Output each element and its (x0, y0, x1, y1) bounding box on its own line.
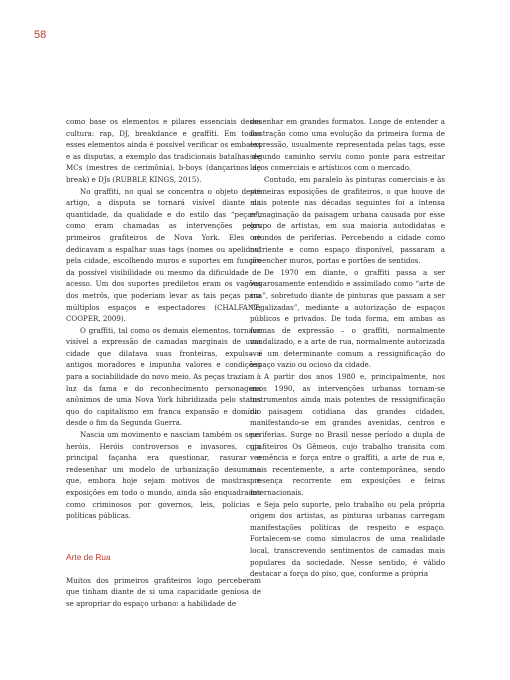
paragraph: O graffiti, tal como os demais elementos, tornava visível a expressão de camadas marginais de uma cidade que dilatava suas fronteiras, expulsava antigos moradores e impunha valores e condições para a sociabilidade do novo meio. As peças traziam à luz da fama e do reconhecimento personagens anônimos de uma Nova York hibridizada pelo status quo do capitalismo em franca expansão e domínio desde o fim da Segunda Guerra. (66, 325, 261, 428)
paragraph: No graffiti, no qual se concentra o objeto deste artigo, a disputa se tornará visível diante da quantidade, da qualidade e do estilo das “peças”, como eram chamadas as intervenções pelos primeiros grafiteiros de Nova York. Eles se dedicavam a espalhar suas tags (nomes ou apelidos) pela cidade, escolhendo muros e suportes em função da possível visibilidade ou mesmo da dificuldade de acesso. Um dos suportes prediletos eram os vagões dos metrôs, que poderiam levar as tais peças para múltiplos espaços e espectadores (CHALFANT; COOPER, 2009). (66, 186, 261, 324)
section-heading: Arte de Rua (66, 551, 111, 562)
paragraph: Seja pelo suporte, pelo trabalho ou pela própria origem dos artistas, as pinturas urbanas carregam manifestações políticas de respeito e espaço. Fortalecem-se como simulacros de uma realidade local, transcrevendo sentimentos de camadas mais populares da sociedade. Nesse sentido, é válido destacar a força do piso, que, conforme a própria (250, 499, 445, 579)
paragraph: De 1970 em diante, o graffiti passa a ser vagarosamente entendido e assimilado como “arte de rua”, sobretudo diante de pinturas que passam a ser “legalizadas”, mediante a autorização de espaços públicos e privados. De toda forma, em ambas as formas de expressão – o graffiti, normalmente vandalizado, e a arte de rua, normalmente autorizada – é um determinante comum a ressignificação do espaço vazio ou ocioso da cidade. (250, 267, 445, 370)
page-number: 58 (34, 29, 47, 41)
left-column (66, 116, 261, 610)
paragraph: Contudo, em paralelo às pinturas comerciais e às primeiras exposições de grafiteiros, o que houve de mais potente nas décadas seguintes foi a intensa reimaginação da paisagem urbana causada por esse grupo de artistas, em sua maioria autodidatas e oriundos de periferias. Percebendo a cidade como nutriente e como espaço disponível, passaram a preencher muros, portas e portões de sentidos. (250, 174, 445, 266)
right-column (250, 116, 445, 580)
paragraph: desenhar em grandes formatos. Longe de entender a ilustração como uma evolução da primeira forma de expressão, usualmente representada pelas tags, esse segundo caminho serviu como ponte para estreitar laços comerciais e artísticos com o mercado. (250, 117, 445, 173)
paragraph: A partir dos anos 1980 e, principalmente, nos anos 1990, as intervenções urbanas tornam-se instrumentos ainda mais potentes de ressignificação da paisagem cotidiana das grandes cidades, manifestando-se em grandes avenidas, centros e periferias. Surge no Brasil nesse período a dupla de grafiteiros Os Gêmeos, cujo trabalho transita com veemência e força entre o graffiti, a arte de rua e, mais recentemente, a arte contemporânea, sendo presença recorrente em exposições e feiras internacionais. (250, 372, 445, 497)
paragraph: Muitos dos primeiros grafiteiros logo perceberam que tinham diante de si uma capacidade geniosa de se apropriar do espaço urbano: a habilidade de (66, 575, 261, 608)
paragraph: como base os elementos e pilares essenciais dessa cultura: rap, DJ, breakdance e graffiti. Em todos esses elementos ainda é possível verificar os embates e as disputas, a exemplo das tradicionais batalhas de MCs (mestres de cerimônia), b-boys (dançarinos de break) e DJs (RUBBLE KINGS, 2015). (66, 117, 261, 184)
paragraph: Nascia um movimento e nasciam também os seus heróis. Heróis controversos e invasores, cuja principal façanha era questionar, rasurar e redesenhar um modelo de urbanização desumano que, embora hoje sejam motivos de mostras e exposições em todo o mundo, ainda são enquadrados como criminosos por governos, leis, polícias e políticas públicas. (66, 430, 261, 521)
